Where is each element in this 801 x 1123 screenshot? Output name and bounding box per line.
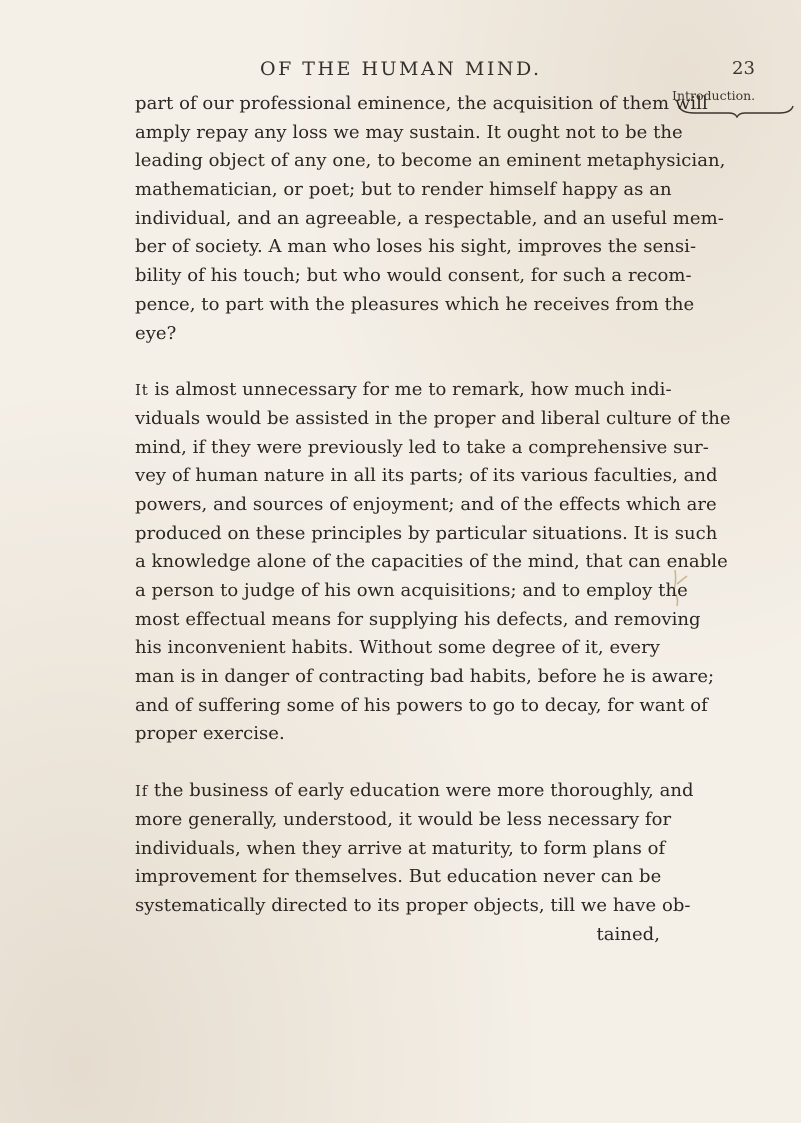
text-line: produced on these principles by particular situations. It is such: [135, 522, 718, 544]
text-line: more generally, understood, it would be less necessary for: [135, 808, 672, 830]
text-line: eye?: [135, 322, 177, 344]
text-line: his inconvenient habits. Without some degree of it, every: [135, 637, 660, 659]
text-line: a person to judge of his own acquisitions; and to employ the: [135, 580, 688, 601]
paragraph-gap: [135, 749, 660, 777]
text-fragment: is almost unnecessary for me to remark, how much indi-: [148, 379, 672, 401]
paragraph-gap: [135, 348, 660, 376]
running-head: OF THE HUMAN MIND.: [260, 58, 542, 80]
text-line: bility of his touch; but who would consent, for such a recom-: [135, 265, 692, 287]
text-line: individual, and an agreeable, a respectable, and an useful mem-: [135, 207, 724, 229]
text-line: man is in danger of contracting bad habits, before he is aware;: [135, 666, 715, 688]
text-line: systematically directed to its proper objects, till we have ob-: [135, 894, 691, 916]
text-line: vey of human nature in all its parts; of its various faculties, and: [135, 465, 718, 487]
text-line: part of our professional eminence, the acquisition of them will: [135, 93, 708, 114]
text-line: amply repay any loss we may sustain. It ought not to be the: [135, 121, 683, 143]
page-number: 23: [732, 58, 755, 79]
text-line: mind, if they were previously led to take a comprehensive sur-: [135, 436, 709, 458]
text-line: ber of society. A man who loses his sight, improves the sensi-: [135, 236, 697, 258]
text-line: powers, and sources of enjoyment; and of the effects which are: [135, 493, 717, 515]
catchword: tained,: [596, 923, 660, 945]
text-line: improvement for themselves. But education never can be: [135, 866, 662, 888]
paragraph-lead: If: [135, 782, 149, 801]
text-line: pence, to part with the pleasures which he receives from the: [135, 293, 695, 315]
text-line: mathematician, or poet; but to render himself happy as an: [135, 179, 672, 201]
text-line-first: [135, 376, 672, 405]
margin-note: Introduction.: [672, 88, 756, 103]
text-line: viduals would be assisted in the proper and liberal culture of the: [135, 407, 731, 429]
text-line: most effectual means for supplying his defects, and removing: [135, 608, 701, 630]
text-line: proper exercise.: [135, 723, 285, 745]
paragraph-lead: It: [135, 381, 149, 400]
text-fragment: the business of early education were more thoroughly, and: [148, 780, 694, 802]
text-line: a knowledge alone of the capacities of the mind, that can enable: [135, 551, 728, 573]
text-line-first: [135, 777, 694, 806]
text-line: leading object of any one, to become an eminent metaphysician,: [135, 150, 726, 172]
text-line: and of suffering some of his powers to go to decay, for want of: [135, 694, 708, 716]
text-line: individuals, when they arrive at maturity, to form plans of: [135, 837, 666, 859]
